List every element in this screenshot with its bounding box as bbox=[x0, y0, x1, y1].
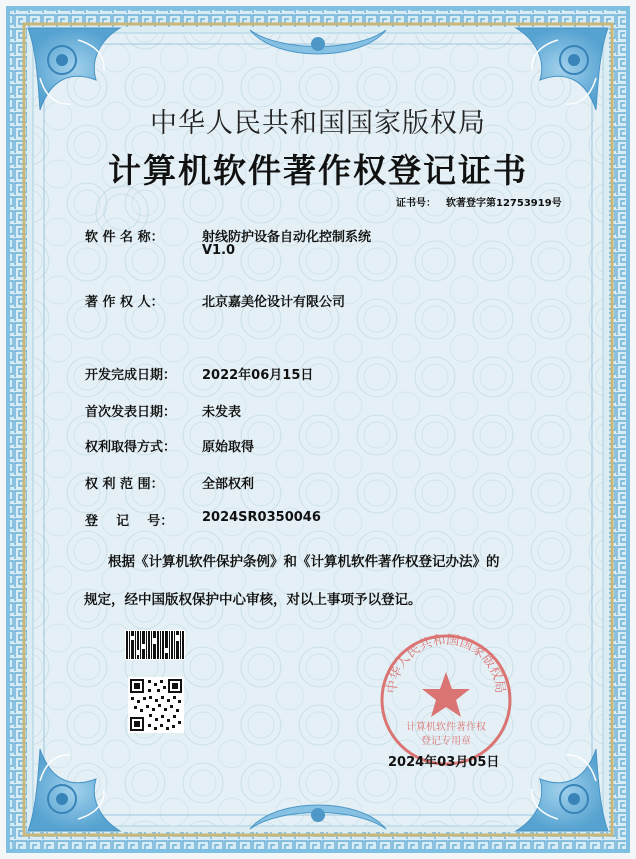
field-label-acquisition-method: 权利取得方式： bbox=[85, 440, 177, 455]
barcode bbox=[125, 630, 185, 660]
field-label-rights-scope: 权 利 范 围： bbox=[85, 477, 164, 492]
issue-date: 2024年03月05日 bbox=[388, 755, 500, 770]
field-label-copyright-owner: 著 作 权 人： bbox=[85, 295, 164, 310]
field-value-acquisition-method: 原始取得 bbox=[202, 440, 255, 455]
seal-inner-line-2: 登记专用章 bbox=[421, 736, 471, 747]
field-value-completion-date: 2022年06月15日 bbox=[202, 368, 314, 383]
certificate-number-value: 软著登字第12753919号 bbox=[446, 198, 562, 209]
statement-line-1: 根据《计算机软件保护条例》和《计算机软件著作权登记办法》的 bbox=[108, 554, 500, 570]
seal-star-icon bbox=[422, 672, 470, 717]
field-label-first-publish-date: 首次发表日期： bbox=[85, 405, 177, 420]
seal-inner-line-1: 计算机软件著作权 bbox=[406, 722, 486, 733]
certificate-number bbox=[396, 194, 572, 209]
seal-ring-text: 中华人民共和国国家版权局 bbox=[384, 632, 508, 695]
field-value-software-name: 射线防护设备自动化控制系统 bbox=[202, 230, 372, 245]
issuer-title: 中华人民共和国国家版权局 bbox=[150, 108, 486, 139]
field-label-completion-date: 开发完成日期： bbox=[85, 368, 177, 383]
field-value-first-publish-date: 未发表 bbox=[202, 405, 242, 420]
field-label-registration-number: 登 记 号： bbox=[85, 514, 174, 529]
qr-code bbox=[128, 677, 184, 733]
field-value-software-version: V1.0 bbox=[202, 243, 236, 258]
statement-line-2: 规定，经中国版权保护中心审核，对以上事项予以登记。 bbox=[84, 592, 422, 608]
field-value-copyright-owner: 北京嘉美伦设计有限公司 bbox=[202, 295, 346, 310]
certificate-number-label: 证书号： bbox=[396, 198, 436, 209]
certificate-title: 计算机软件著作权登记证书 bbox=[108, 151, 528, 190]
field-value-rights-scope: 全部权利 bbox=[202, 477, 255, 492]
field-label-software-name: 软 件 名 称： bbox=[85, 230, 164, 245]
official-seal bbox=[376, 630, 516, 770]
field-value-registration-number: 2024SR0350046 bbox=[202, 510, 321, 525]
